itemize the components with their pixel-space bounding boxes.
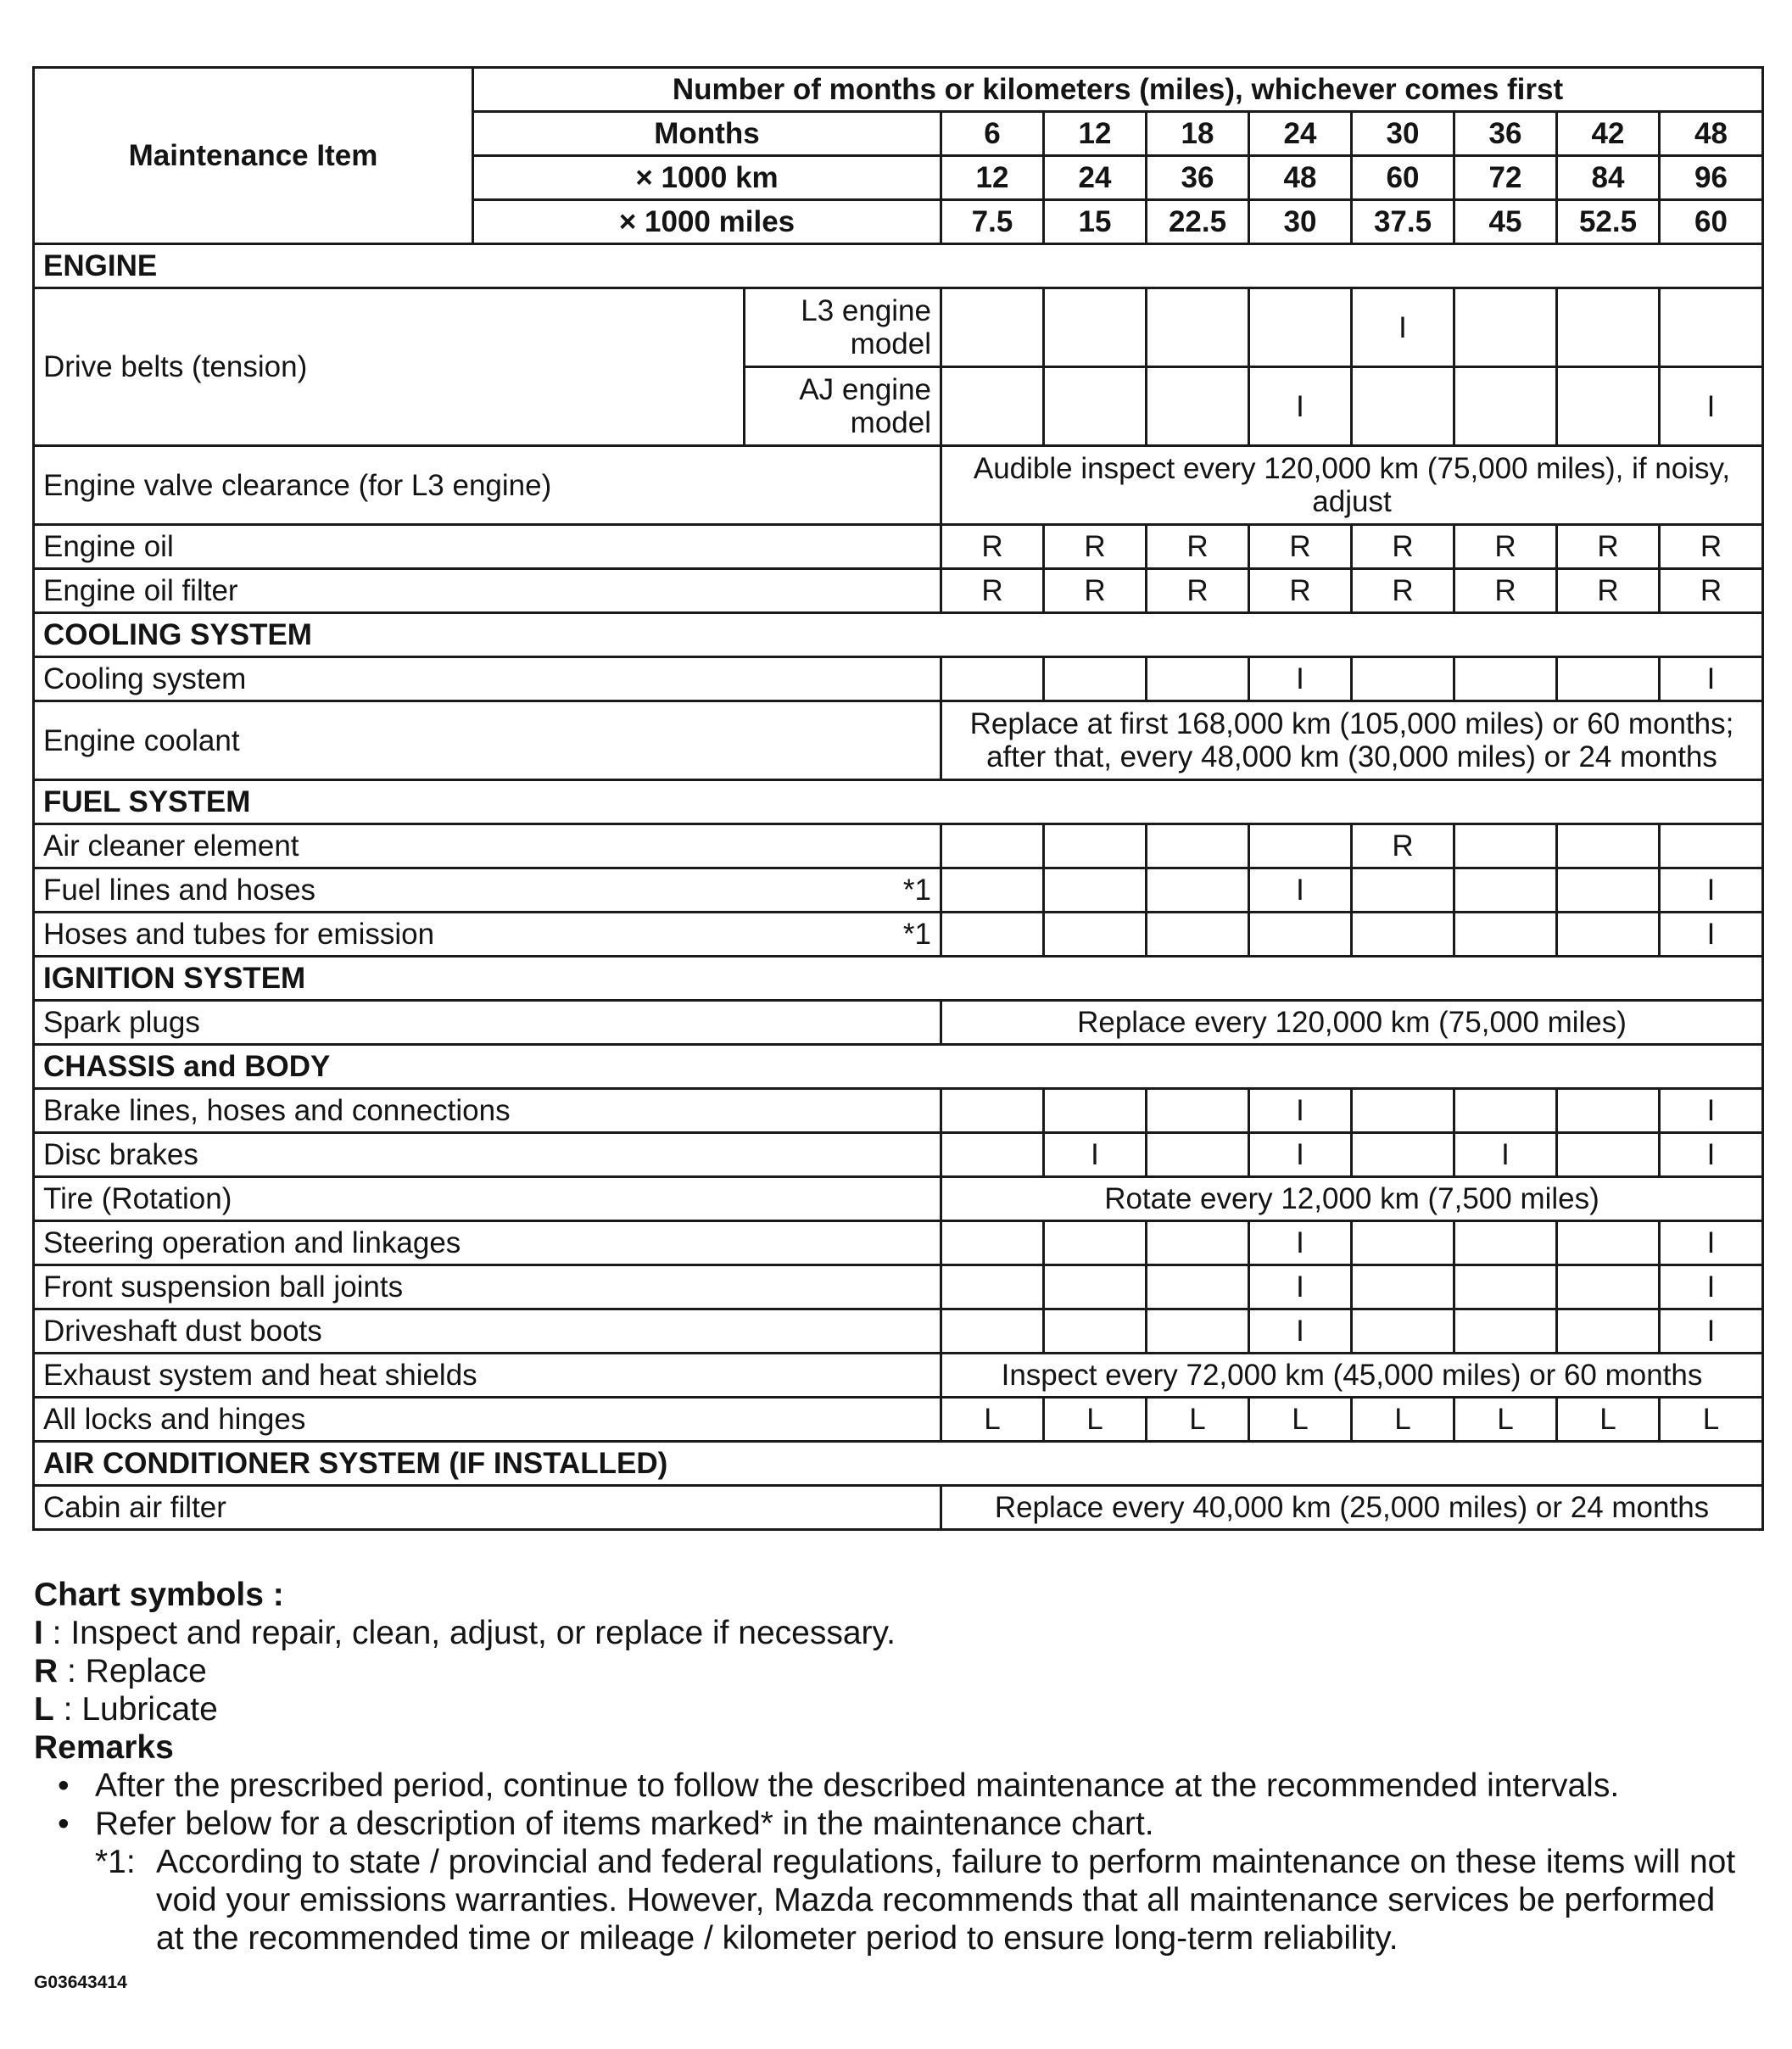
mark-cell: I xyxy=(1249,1309,1352,1354)
mark-cell xyxy=(1352,1265,1454,1309)
remarks-list xyxy=(34,1767,1781,1843)
footnote-number: *1: xyxy=(95,1844,136,1880)
mark-cell xyxy=(1147,1309,1249,1354)
footnote xyxy=(34,1843,1781,1957)
footnote-line: void your emissions warranties. However, Mazda recommends that all maintenance services be performed xyxy=(156,1882,1716,1918)
mark-cell: I xyxy=(1660,1221,1763,1265)
mark-cell xyxy=(1557,1133,1660,1177)
section-ignition: IGNITION SYSTEM xyxy=(34,957,1763,1001)
km-cell: 12 xyxy=(941,156,1044,200)
mark-cell: L xyxy=(1660,1398,1763,1442)
mark-cell xyxy=(1352,913,1454,957)
mark-cell: L xyxy=(1044,1398,1147,1442)
miles-cell: 52.5 xyxy=(1557,200,1660,244)
mark-cell: I xyxy=(1249,1089,1352,1133)
mark-cell xyxy=(1352,1221,1454,1265)
mark-cell: R xyxy=(1557,569,1660,613)
mark-cell xyxy=(1557,288,1660,367)
mark-cell xyxy=(1044,288,1147,367)
section-row xyxy=(34,957,1763,1001)
symbol-inspect xyxy=(34,1614,1781,1652)
mark-cell: R xyxy=(1249,569,1352,613)
mark-cell xyxy=(1147,1265,1249,1309)
table-row xyxy=(34,701,1763,780)
miles-cell: 7.5 xyxy=(941,200,1044,244)
mark-cell: L xyxy=(941,1398,1044,1442)
mark-cell: I xyxy=(1660,1309,1763,1354)
km-cell: 96 xyxy=(1660,156,1763,200)
chart-symbols-title: Chart symbols : xyxy=(34,1577,284,1613)
table-row xyxy=(34,1354,1763,1398)
table-row xyxy=(34,1089,1763,1133)
mark-cell xyxy=(1147,288,1249,367)
mark-cell xyxy=(941,868,1044,913)
bullet-icon: • xyxy=(58,1806,70,1842)
bullet-icon: • xyxy=(58,1767,70,1804)
mark-cell xyxy=(1352,868,1454,913)
miles-cell: 22.5 xyxy=(1147,200,1249,244)
symbol-letter: I xyxy=(34,1615,43,1651)
mark-cell xyxy=(1454,288,1557,367)
symbol-lubricate xyxy=(34,1690,1781,1728)
miles-cell: 15 xyxy=(1044,200,1147,244)
mark-cell xyxy=(1352,1089,1454,1133)
mark-cell xyxy=(1352,657,1454,701)
mark-cell xyxy=(1557,824,1660,868)
mark-cell: I xyxy=(1660,1089,1763,1133)
symbol-letter: L xyxy=(34,1691,54,1728)
mark-cell xyxy=(1147,1133,1249,1177)
figure-id: G03643414 xyxy=(34,1973,127,1992)
month-cell: 6 xyxy=(941,112,1044,156)
item-label-text: Fuel lines and hoses xyxy=(43,874,316,907)
section-cooling: COOLING SYSTEM xyxy=(34,613,1763,657)
item-label: Tire (Rotation) xyxy=(34,1177,941,1221)
item-label: Cooling system xyxy=(34,657,941,701)
section-chassis: CHASSIS and BODY xyxy=(34,1045,1763,1089)
interval-note: Replace every 120,000 km (75,000 miles) xyxy=(941,1001,1763,1045)
table-row xyxy=(34,913,1763,957)
symbol-text: : Inspect and repair, clean, adjust, or replace if necessary. xyxy=(42,1615,896,1651)
header-row-title xyxy=(34,68,1763,112)
interval-note-line: after that, every 48,000 km (30,000 miles) or 24 months xyxy=(986,740,1717,773)
remarks-title: Remarks xyxy=(34,1729,174,1766)
item-label: Steering operation and linkages xyxy=(34,1221,941,1265)
mark-cell xyxy=(1660,824,1763,868)
table-row xyxy=(34,657,1763,701)
mark-cell xyxy=(1454,913,1557,957)
mark-cell: R xyxy=(1454,525,1557,569)
mark-cell: L xyxy=(1454,1398,1557,1442)
km-cell: 84 xyxy=(1557,156,1660,200)
mark-cell xyxy=(1147,1089,1249,1133)
footnote-marker: *1 xyxy=(902,874,931,907)
table-row xyxy=(34,1486,1763,1530)
mark-cell xyxy=(1454,657,1557,701)
mark-cell: I xyxy=(1249,1221,1352,1265)
item-label xyxy=(34,868,941,913)
mark-cell: I xyxy=(1660,1133,1763,1177)
mark-cell: R xyxy=(1147,569,1249,613)
mark-cell: R xyxy=(1660,569,1763,613)
mark-cell xyxy=(1147,367,1249,446)
section-row xyxy=(34,1045,1763,1089)
table-row xyxy=(34,569,1763,613)
mark-cell xyxy=(1147,868,1249,913)
mark-cell: I xyxy=(1660,657,1763,701)
mark-cell xyxy=(941,1265,1044,1309)
mark-cell xyxy=(1147,1221,1249,1265)
mark-cell: R xyxy=(1557,525,1660,569)
mark-cell: L xyxy=(1352,1398,1454,1442)
item-label: Air cleaner element xyxy=(34,824,941,868)
item-label: Engine valve clearance (for L3 engine) xyxy=(34,446,941,525)
mark-cell: R xyxy=(1352,824,1454,868)
interval-note: Replace every 40,000 km (25,000 miles) or 24 months xyxy=(941,1486,1763,1530)
mark-cell xyxy=(1352,1133,1454,1177)
month-cell: 36 xyxy=(1454,112,1557,156)
mark-cell xyxy=(1044,1221,1147,1265)
table-row xyxy=(34,1177,1763,1221)
km-label: × 1000 km xyxy=(473,156,941,200)
mark-cell xyxy=(1249,913,1352,957)
mark-cell xyxy=(1147,824,1249,868)
mark-cell xyxy=(1454,1265,1557,1309)
mark-cell: R xyxy=(1044,569,1147,613)
mark-cell: R xyxy=(941,569,1044,613)
symbol-letter: R xyxy=(34,1653,59,1689)
mark-cell xyxy=(941,824,1044,868)
footnote-line: According to state / provincial and federal regulations, failure to perform maintenance on these items will not xyxy=(156,1844,1736,1880)
mark-cell: I xyxy=(1660,913,1763,957)
mark-cell xyxy=(1454,868,1557,913)
km-cell: 48 xyxy=(1249,156,1352,200)
mark-cell xyxy=(1044,657,1147,701)
mark-cell xyxy=(1044,913,1147,957)
mark-cell xyxy=(941,1309,1044,1354)
table-row xyxy=(34,1265,1763,1309)
item-label: Driveshaft dust boots xyxy=(34,1309,941,1354)
section-row xyxy=(34,613,1763,657)
symbol-text: : Lubricate xyxy=(53,1691,218,1728)
symbol-text: : Replace xyxy=(58,1653,207,1689)
mark-cell: I xyxy=(1249,1265,1352,1309)
item-label: Engine oil xyxy=(34,525,941,569)
mark-cell: L xyxy=(1249,1398,1352,1442)
mark-cell xyxy=(1352,367,1454,446)
table-row xyxy=(34,824,1763,868)
mark-cell: R xyxy=(941,525,1044,569)
footnote-marker: *1 xyxy=(902,918,931,951)
mark-cell xyxy=(941,657,1044,701)
item-label: Cabin air filter xyxy=(34,1486,941,1530)
table-row xyxy=(34,446,1763,525)
mark-cell: R xyxy=(1454,569,1557,613)
maintenance-table xyxy=(32,66,1764,1531)
mark-cell: I xyxy=(1044,1133,1147,1177)
table-row xyxy=(34,1309,1763,1354)
mark-cell xyxy=(941,1133,1044,1177)
mark-cell: I xyxy=(1352,288,1454,367)
item-label: Engine coolant xyxy=(34,701,941,780)
mark-cell xyxy=(1557,1265,1660,1309)
remark-text: After the prescribed period, continue to follow the described maintenance at the recommended intervals. xyxy=(95,1767,1620,1804)
legend xyxy=(34,1576,1781,1957)
mark-cell xyxy=(1044,1265,1147,1309)
mark-cell xyxy=(1557,913,1660,957)
section-aircon: AIR CONDITIONER SYSTEM (IF INSTALLED) xyxy=(34,1442,1763,1486)
mark-cell xyxy=(1454,1089,1557,1133)
month-cell: 18 xyxy=(1147,112,1249,156)
table-row xyxy=(34,525,1763,569)
mark-cell xyxy=(1454,1309,1557,1354)
interval-note xyxy=(941,701,1763,780)
mark-cell xyxy=(1454,824,1557,868)
mark-cell xyxy=(1147,913,1249,957)
interval-title: Number of months or kilometers (miles), whichever comes first xyxy=(473,68,1763,112)
miles-cell: 45 xyxy=(1454,200,1557,244)
km-cell: 60 xyxy=(1352,156,1454,200)
mark-cell: R xyxy=(1249,525,1352,569)
mark-cell xyxy=(941,913,1044,957)
mark-cell xyxy=(941,367,1044,446)
km-cell: 24 xyxy=(1044,156,1147,200)
km-cell: 72 xyxy=(1454,156,1557,200)
item-label: Drive belts (tension) xyxy=(34,288,745,446)
mark-cell xyxy=(1557,1221,1660,1265)
miles-cell: 37.5 xyxy=(1352,200,1454,244)
mark-cell: I xyxy=(1249,657,1352,701)
section-fuel: FUEL SYSTEM xyxy=(34,780,1763,824)
mark-cell: R xyxy=(1352,569,1454,613)
mark-cell xyxy=(1557,657,1660,701)
miles-cell: 30 xyxy=(1249,200,1352,244)
mark-cell xyxy=(1557,868,1660,913)
mark-cell xyxy=(1557,1309,1660,1354)
mark-cell xyxy=(1044,367,1147,446)
mark-cell xyxy=(1147,657,1249,701)
mark-cell xyxy=(1454,367,1557,446)
item-label: Spark plugs xyxy=(34,1001,941,1045)
mark-cell: L xyxy=(1147,1398,1249,1442)
item-label: Front suspension ball joints xyxy=(34,1265,941,1309)
table-row xyxy=(34,868,1763,913)
mark-cell: R xyxy=(1352,525,1454,569)
mark-cell: I xyxy=(1249,1133,1352,1177)
section-row xyxy=(34,1442,1763,1486)
mark-cell: R xyxy=(1044,525,1147,569)
interval-note: Audible inspect every 120,000 km (75,000 miles), if noisy, adjust xyxy=(941,446,1763,525)
table-row xyxy=(34,1133,1763,1177)
mark-cell xyxy=(1044,1089,1147,1133)
mark-cell xyxy=(1454,1221,1557,1265)
mark-cell: L xyxy=(1557,1398,1660,1442)
mark-cell: I xyxy=(1660,868,1763,913)
month-cell: 12 xyxy=(1044,112,1147,156)
mark-cell xyxy=(1044,1309,1147,1354)
mark-cell: R xyxy=(1147,525,1249,569)
symbol-replace xyxy=(34,1652,1781,1690)
miles-label: × 1000 miles xyxy=(473,200,941,244)
mark-cell: I xyxy=(1660,1265,1763,1309)
aj-engine-model: AJ engine model xyxy=(745,367,941,446)
km-cell: 36 xyxy=(1147,156,1249,200)
item-label: Brake lines, hoses and connections xyxy=(34,1089,941,1133)
month-cell: 24 xyxy=(1249,112,1352,156)
mark-cell xyxy=(1249,288,1352,367)
interval-note-line: Replace at first 168,000 km (105,000 miles) or 60 months; xyxy=(969,707,1734,740)
mark-cell xyxy=(941,1221,1044,1265)
mark-cell: I xyxy=(1249,367,1352,446)
month-cell: 48 xyxy=(1660,112,1763,156)
months-label: Months xyxy=(473,112,941,156)
mark-cell: I xyxy=(1454,1133,1557,1177)
table-row xyxy=(34,288,1763,367)
section-row xyxy=(34,780,1763,824)
interval-note: Rotate every 12,000 km (7,500 miles) xyxy=(941,1177,1763,1221)
item-label: All locks and hinges xyxy=(34,1398,941,1442)
item-label: Exhaust system and heat shields xyxy=(34,1354,941,1398)
item-label: Engine oil filter xyxy=(34,569,941,613)
remark-text: Refer below for a description of items marked* in the maintenance chart. xyxy=(95,1806,1154,1842)
month-cell: 42 xyxy=(1557,112,1660,156)
remark-item xyxy=(34,1767,1781,1805)
item-label-text: Hoses and tubes for emission xyxy=(43,918,435,951)
table-row xyxy=(34,1001,1763,1045)
mark-cell xyxy=(1044,824,1147,868)
maintenance-item-header: Maintenance Item xyxy=(34,68,473,244)
section-engine: ENGINE xyxy=(34,244,1763,288)
mark-cell xyxy=(941,288,1044,367)
interval-note: Inspect every 72,000 km (45,000 miles) or 60 months xyxy=(941,1354,1763,1398)
miles-cell: 60 xyxy=(1660,200,1763,244)
item-label: Disc brakes xyxy=(34,1133,941,1177)
mark-cell xyxy=(1352,1309,1454,1354)
mark-cell xyxy=(1557,367,1660,446)
month-cell: 30 xyxy=(1352,112,1454,156)
item-label xyxy=(34,913,941,957)
maintenance-schedule xyxy=(32,66,1761,1531)
mark-cell xyxy=(1044,868,1147,913)
table-row xyxy=(34,1398,1763,1442)
footnote-line: at the recommended time or mileage / kilometer period to ensure long-term reliability. xyxy=(156,1920,1398,1957)
mark-cell: I xyxy=(1660,367,1763,446)
remark-item xyxy=(34,1805,1781,1843)
mark-cell xyxy=(1249,824,1352,868)
mark-cell xyxy=(1660,288,1763,367)
l3-engine-model: L3 engine model xyxy=(745,288,941,367)
mark-cell xyxy=(1557,1089,1660,1133)
section-row xyxy=(34,244,1763,288)
table-row xyxy=(34,1221,1763,1265)
mark-cell xyxy=(941,1089,1044,1133)
mark-cell: I xyxy=(1249,868,1352,913)
mark-cell: R xyxy=(1660,525,1763,569)
